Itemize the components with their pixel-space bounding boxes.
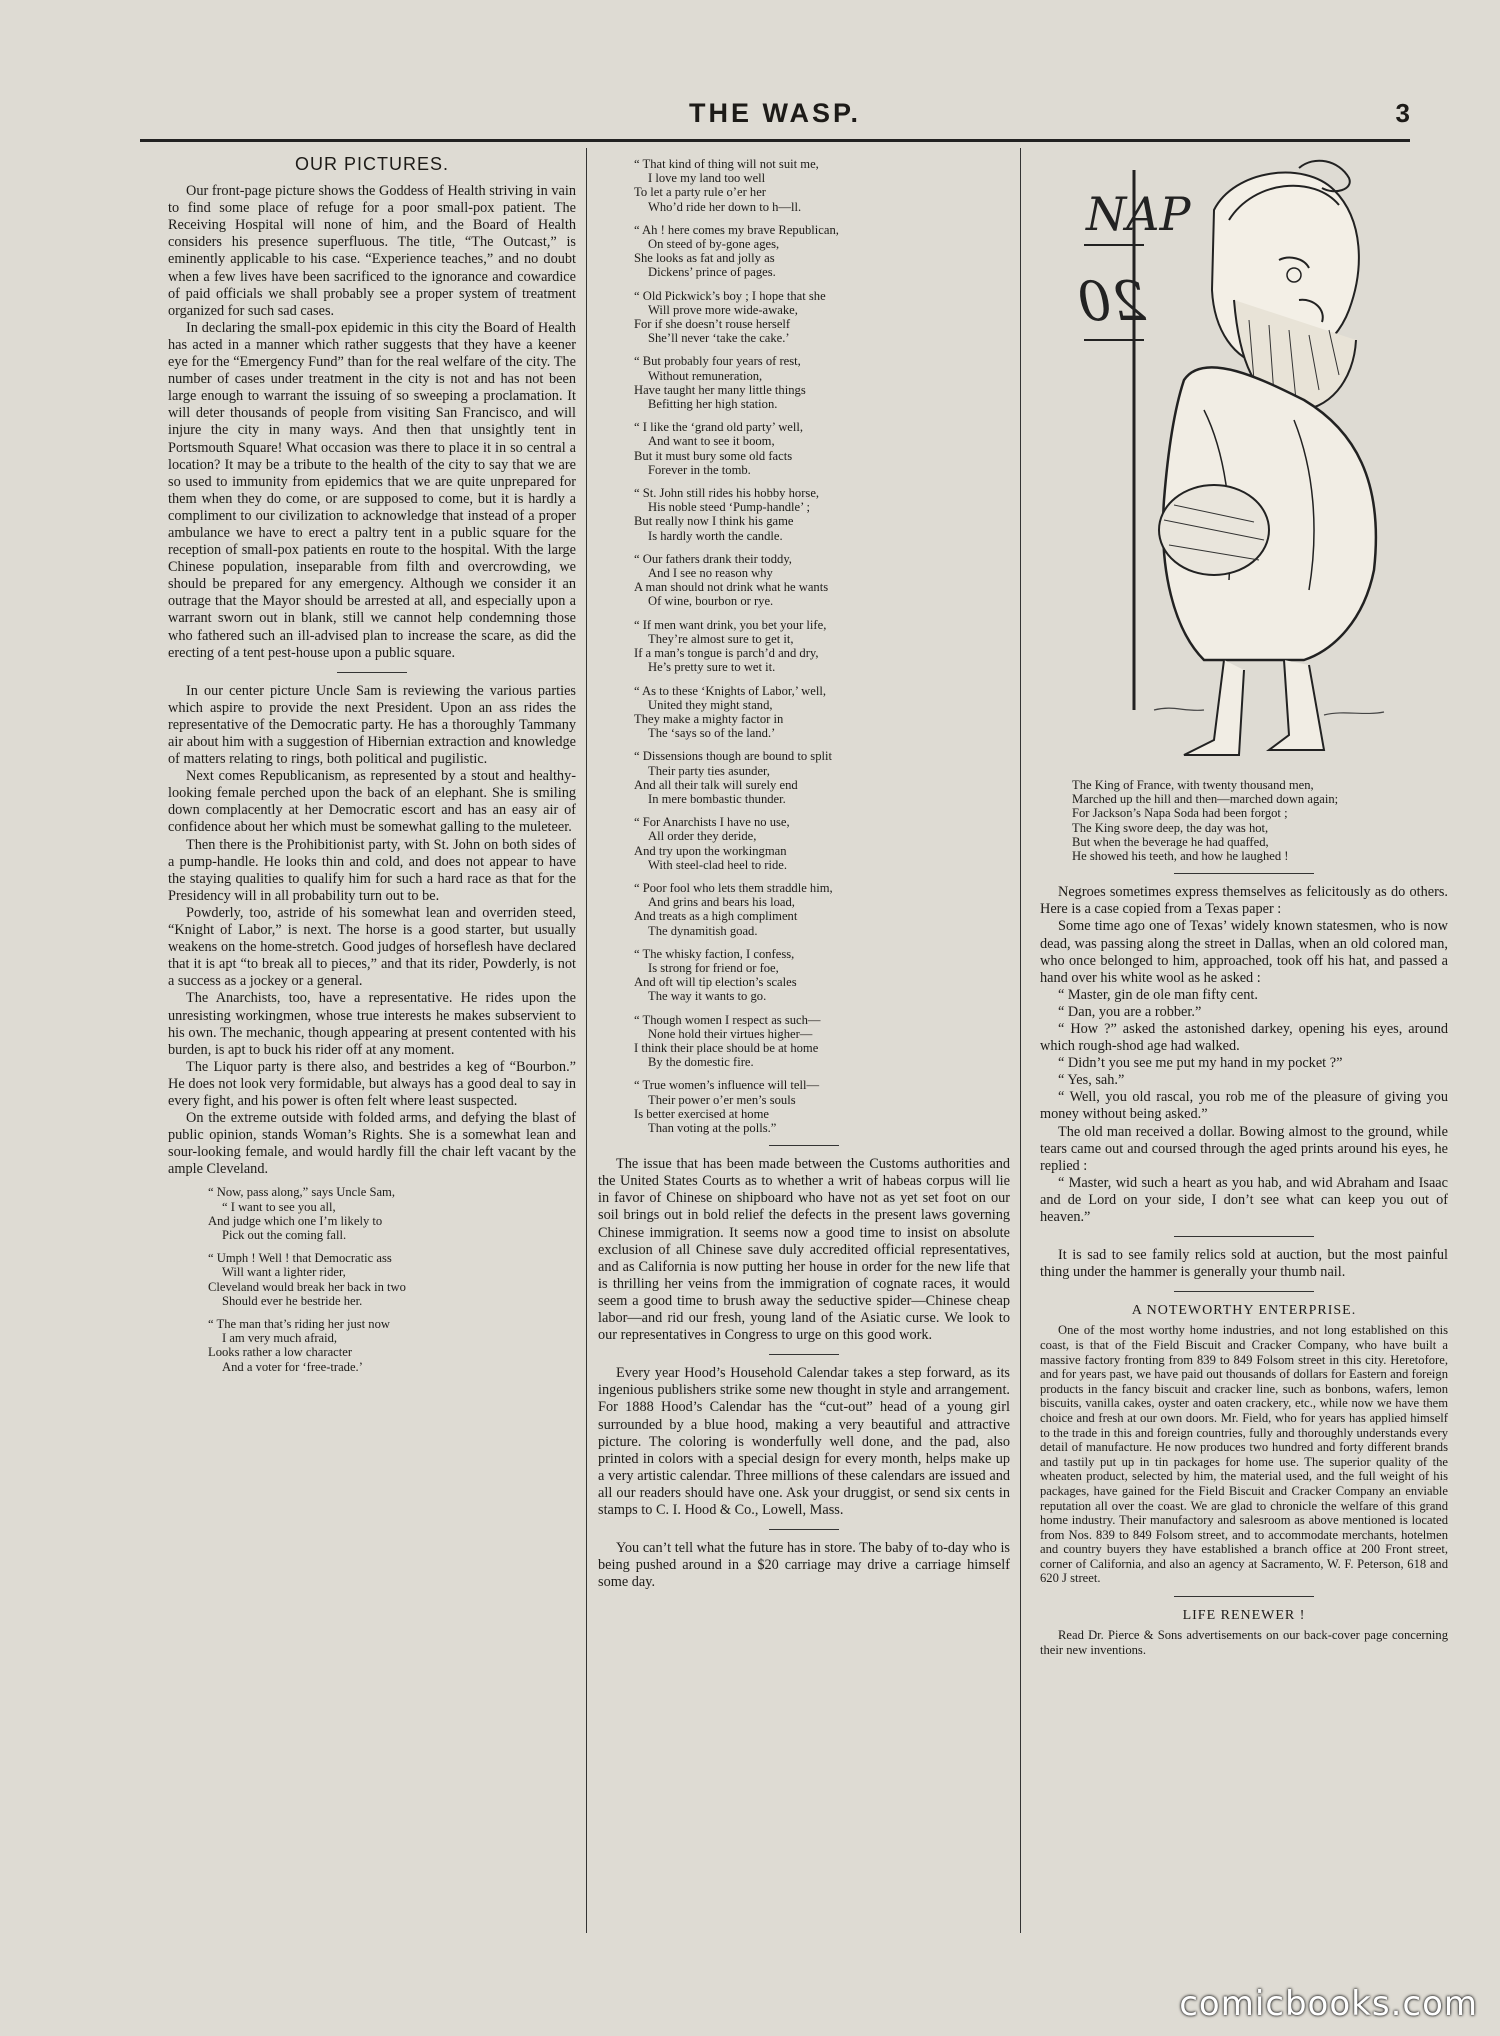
paragraph-customs: The issue that has been made between the Customs authorities and the United States Courts as to whether a writ of habeas corpus will lie in favor of Chinese on shipboard who have not as yet set foot on our soil brings out in bold relief the defects in the present laws governing Chinese immigration. It seems now a good time to insist on absolute exclusion of all Chinese save duly accredited official representatives, and as California is now putting her house in order for the new life that is thrilling her veins from the immigration of cognate races, it would seem a good time to brush away the seductive spider—Chinese cheap labor—and rid our fresh, young land of the Asiatic curse. We look to our representatives in Congress to urge on this good work.: [598, 1156, 1010, 1344]
poem-line: I think their place should be at home: [634, 1040, 819, 1055]
caption-line: He showed his teeth, and how he laughed !: [1072, 849, 1289, 864]
poem-line: The ‘says so of the land.’: [648, 726, 776, 741]
paragraph: Our front-page picture shows the Goddess of Health striving in vain to find some place of refuge for a poor small-pox patient. The Receiving Hospital will none of him, and the Board of Health considers his presence superfluous. The title, “The Outcast,” is eminently applicable to his case. “Experience teaches,” and no doubt when a few lives have been sacrificed to the ignorance and cowardice of paid officials we shall probably see a proper system of treatment organized for such sad cases.: [168, 183, 576, 319]
poem-line: “ As to these ‘Knights of Labor,’ well,: [634, 683, 826, 698]
section-separator: [769, 1354, 839, 1355]
paragraph: “ How ?” asked the astonished darkey, opening his eyes, around which rough-shod age had walked.: [1040, 1020, 1448, 1055]
stanza: [634, 157, 1010, 214]
poem-line: Will want a lighter rider,: [222, 1265, 346, 1280]
paragraph: In our center picture Uncle Sam is reviewing the various parties which aspire to provide the next President. Upon an ass rides the representative of the Democratic party. He has a thoroughly Tammany air about him with a suggestion of Hibernian extraction and knowledge of matters relating to rings, both political and pugilistic.: [168, 682, 576, 768]
paragraph: Next comes Republicanism, as represented by a stout and healthy-looking female perched upon the back of an elephant. She is smiling down complacently at her Democratic escort and has an easy air of confidence about her which must be somewhat galling to the muleteer.: [168, 768, 576, 836]
stanza: [634, 223, 1010, 280]
poem-line: Cleveland would break her back in two: [208, 1279, 406, 1294]
cartoon-caption: [1072, 778, 1448, 863]
poem-line: If a man’s tongue is parch’d and dry,: [634, 646, 819, 661]
stanza: [634, 881, 1010, 938]
paragraph: Powderly, too, astride of his somewhat lean and overriden steed, “Knight of Labor,” is next. The horse is a good starter, but usually weakens on the home-stretch. Good judges of horseflesh have declared that it is apt “to break all to pieces,” and that its rider, Powderly, is not a success as a jockey or a general.: [168, 904, 576, 990]
poem-line: The way it wants to go.: [648, 989, 767, 1004]
watermark: comicbooks.com: [1179, 1984, 1478, 2024]
stanza: [634, 618, 1010, 675]
stanza: [634, 354, 1010, 411]
poem-line: Have taught her many little things: [634, 382, 806, 397]
poem-line: “ I want to see you all,: [222, 1199, 336, 1214]
poem-line: But it must bury some old facts: [634, 448, 793, 463]
poem-line: Who’d ride her down to h—ll.: [648, 199, 802, 214]
poem-line: “ True women’s influence will tell—: [634, 1078, 820, 1093]
column-3: [1040, 150, 1448, 1930]
poem-line: They make a mighty factor in: [634, 711, 784, 726]
section-separator: [1174, 873, 1314, 874]
stanza: [634, 947, 1010, 1004]
stanza: [634, 684, 1010, 741]
column-divider: [1020, 148, 1021, 1933]
paragraph-relics: It is sad to see family relics sold at auction, but the most painful thing under the hammer is generally your thumb nail.: [1040, 1247, 1448, 1281]
poem-line: “ The man that’s riding her just now: [208, 1317, 390, 1332]
poem-line: She looks as fat and jolly as: [634, 251, 775, 266]
king-cartoon-illustration: [1064, 150, 1424, 770]
poem-line: By the domestic fire.: [648, 1055, 754, 1070]
poem-line: The dynamitish goad.: [648, 923, 758, 938]
poem-continued: [598, 157, 1010, 1135]
paragraph: “ Master, gin de ole man fifty cent.: [1058, 986, 1258, 1003]
poem-line: Is better exercised at home: [634, 1106, 769, 1121]
poem-line: Befitting her high station.: [648, 397, 778, 412]
stanza: [634, 1013, 1010, 1070]
paragraph: “ Master, wid such a heart as you hab, and wid Abraham and Isaac and de Lord on your side, I don’t see what can keep you out of heaven.”: [1040, 1174, 1448, 1225]
masthead-title: THE WASP.: [688, 98, 862, 128]
paragraph: “ Didn’t you see me put my hand in my pocket ?”: [1058, 1055, 1343, 1072]
paragraph-hood-calendar: Every year Hood’s Household Calendar takes a step forward, as its ingenious publishers strike some new thought in style and arrangement. For 1888 Hood’s Calendar has the “cut-out” head of a young girl surrounded by a blue hood, making a very beautiful and attractive picture. The coloring is wonderfully well done, and the pad, also printed in colors with a special design for every month, helps make up a very artistic calendar. Three millions of these calendars are issued and all our readers should have one. Ask your druggist, or send six cents in stamps to C. I. Hood & Co., Lowell, Mass.: [598, 1365, 1010, 1518]
section-separator: [1174, 1291, 1314, 1292]
caption-line: The King swore deep, the day was hot,: [1072, 820, 1269, 835]
paragraph: Then there is the Prohibitionist party, with St. John on both sides of a pump-handle. He looks thin and cold, and does not appear to have the staying qualities to qualify him for such a hard race as that for the Presidency will in all probability turn out to be.: [168, 836, 576, 904]
poem-line: Their party ties asunder,: [648, 763, 770, 778]
poem-line: And grins and bears his load,: [648, 895, 795, 910]
poem: [168, 1185, 576, 1373]
stanza: [634, 486, 1010, 543]
paragraph: “ Dan, you are a robber.”: [1058, 1003, 1202, 1020]
section-separator: [769, 1529, 839, 1530]
poem-line: For if she doesn’t rouse herself: [634, 317, 791, 332]
stanza: [208, 1317, 576, 1374]
paragraph: The Liquor party is there also, and bestrides a keg of “Bourbon.” He does not look very formidable, but always has a good deal to say in every fight, and his power is often felt where least suspected.: [168, 1058, 576, 1109]
heading-life-renewer: LIFE RENEWER !: [1182, 1608, 1306, 1624]
poem-line: And try upon the workingman: [634, 843, 787, 858]
cartoon-sign-text: NAP: [1086, 187, 1191, 241]
section-separator: [337, 672, 407, 673]
poem-line: “ Poor fool who lets them straddle him,: [634, 880, 833, 895]
paragraph: “ Well, you old rascal, you rob me of the pleasure of giving you money without being asked.”: [1040, 1089, 1448, 1123]
cartoon-sign-number: 20: [1077, 270, 1146, 333]
poem-line: Should ever he bestride her.: [222, 1293, 363, 1308]
section-separator: [1174, 1236, 1314, 1237]
poem-line: And want to see it boom,: [648, 434, 775, 449]
caption-line: For Jackson’s Napa Soda had been forgot ;: [1072, 806, 1288, 821]
poem-line: Their power o’er men’s souls: [648, 1092, 796, 1107]
poem-line: Forever in the tomb.: [648, 462, 751, 477]
poem-line: And a voter for ‘free-trade.’: [222, 1359, 363, 1374]
masthead-rule: [140, 139, 1410, 142]
poem-line: And judge which one I’m likely to: [208, 1213, 383, 1228]
poem-line: “ I like the ‘grand old party’ well,: [634, 420, 804, 435]
poem-line: “ Ah ! here comes my brave Republican,: [634, 222, 839, 237]
paragraph-enterprise: One of the most worthy home industries, and not long established on this coast, is that of the Field Biscuit and Cracker Company, who have built a massive factory fronting from 839 to 849 Folsom street in this city. Heretofore, and for years past, we have paid out thousands of dollars for Eastern and foreign products in the fancy biscuit and cracker line, such as bonbons, wafers, lemon biscuits, vanilla cakes, oyster and oaten crackery, etc., while now we have them choice and fresh at our own doors. Mr. Field, who for years has applied himself to the trade in this and foreign countries, fully and thoroughly understands every detail of manufacture. He now produces two hundred and forty different brands and tastily put up in tin packages for home use. The superior quality of the wheaten product, selected by him, the material used, and the full weight of his packages, have gained for the Field Biscuit and Cracker Company an enviable reputation all over the coast. We are glad to chronicle the welfare of this grand home industry. Their manufactory and salesroom as above mentioned is located from Nos. 839 to 849 Folsom street, and to accommodate merchants, hotelmen and country buyers they have established a branch office at 200 Front street, corner of California, and also an agency at Sacramento, W. F. Peterson, 618 and 620 J street.: [1040, 1323, 1448, 1586]
stanza: [208, 1185, 576, 1242]
poem-line: Than voting at the polls.”: [648, 1120, 777, 1135]
paragraph: Negroes sometimes express themselves as felicitously as do others. Here is a case copied from a Texas paper :: [1040, 884, 1448, 918]
poem-line: I love my land too well: [648, 171, 766, 186]
poem-line: “ Old Pickwick’s boy ; I hope that she: [634, 288, 826, 303]
column-1: [168, 150, 576, 1930]
poem-line: None hold their virtues higher—: [648, 1026, 813, 1041]
poem-line: With steel-clad heel to ride.: [648, 857, 788, 872]
paragraph: “ Yes, sah.”: [1058, 1072, 1125, 1089]
paragraph: On the extreme outside with folded arms, and defying the blast of public opinion, stands Woman’s Rights. She is a somewhat lean and sour-looking female, and would hardly fill the chair left vacant by the ample Cleveland.: [168, 1110, 576, 1178]
stanza: [634, 420, 1010, 477]
poem-line: “ But probably four years of rest,: [634, 354, 801, 369]
stanza: [634, 1078, 1010, 1135]
stanza: [208, 1251, 576, 1308]
poem-line: “ Umph ! Well ! that Democratic ass: [208, 1251, 392, 1266]
stanza: [634, 289, 1010, 346]
poem-line: I am very much afraid,: [222, 1331, 338, 1346]
column-2: [598, 150, 1010, 1930]
stanza: [634, 552, 1010, 609]
poem-line: “ If men want drink, you bet your life,: [634, 617, 827, 632]
poem-line: “ That kind of thing will not suit me,: [634, 157, 819, 171]
poem-line: Dickens’ prince of pages.: [648, 265, 776, 280]
poem-line: “ The whisky faction, I confess,: [634, 946, 795, 961]
poem-line: They’re almost sure to get it,: [648, 631, 794, 646]
poem-line: In mere bombastic thunder.: [648, 791, 786, 806]
section-separator: [769, 1145, 839, 1146]
column-divider: [586, 148, 587, 1933]
poem-line: Will prove more wide-awake,: [648, 302, 798, 317]
poem-line: “ Dissensions though are bound to split: [634, 749, 832, 764]
paragraph: The Anarchists, too, have a representative. He rides upon the unresisting workingmen, whose true interests he makes subservient to his own. The mechanic, though appearing at present contented with his burden, is apt to buck his rider off at any moment.: [168, 990, 576, 1058]
poem-line: And oft will tip election’s scales: [634, 975, 797, 990]
caption-line: Marched up the hill and then—marched down again;: [1072, 792, 1339, 807]
poem-line: She’ll never ‘take the cake.’: [648, 331, 790, 346]
poem-line: His noble steed ‘Pump-handle’ ;: [648, 500, 811, 515]
poem-line: Of wine, bourbon or rye.: [648, 594, 774, 609]
poem-line: “ Now, pass along,” says Uncle Sam,: [208, 1185, 395, 1200]
poem-line: But really now I think his game: [634, 514, 794, 529]
section-separator: [1174, 1596, 1314, 1597]
paragraph: The old man received a dollar. Bowing almost to the ground, while tears came out and coursed through the aged prints around his eyes, he replied :: [1040, 1123, 1448, 1174]
masthead: [140, 98, 1410, 138]
poem-line: And treats as a high compliment: [634, 909, 798, 924]
caption-line: The King of France, with twenty thousand men,: [1072, 778, 1314, 792]
paragraph: In declaring the small-pox epidemic in this city the Board of Health has acted in a manner which rather suggests that they have a keener eye for the “Emergency Fund” than for the real welfare of the city. The number of cases under treatment in the city is not and has not been large enough to warrant the issuing of so sweeping a proclamation. It will deter thousands of people from visiting San Francisco, and will injure the city in many ways. And then that unsightly tent in Portsmouth Square! What occasion was there to place it in so central a location? It may be a tribute to the health of the city to say that we are so used to immunity from epidemics that we are quite unprepared for them when they do come, or are supposed to come, but it is hardly a compliment to our civilization to acknowledge that instead of a proper ambulance we have to erect a paltry tent in a public square for the reception of small-pox patients en route to the hospital. With the large Chinese population, inseparable from filth and overcrowding, we should be prepared for any emergency. Although we consider it an outrage that the Mayor should be arrested at all, and especially upon a warrant sworn out in blank, still we cannot help condemning those who fathered such an ill-advised plan to increase the scare, as did the erecting of a tent pest-house upon a public square.: [168, 319, 576, 661]
poem-line: Is hardly worth the candle.: [648, 528, 783, 543]
poem-line: “ Our fathers drank their toddy,: [634, 551, 792, 566]
poem-line: Looks rather a low character: [208, 1345, 353, 1360]
stanza: [634, 815, 1010, 872]
stanza: [634, 749, 1010, 806]
poem-line: And I see no reason why: [648, 566, 773, 581]
poem-line: “ For Anarchists I have no use,: [634, 815, 790, 830]
paragraph-life-renewer: Read Dr. Pierce & Sons advertisements on our back-cover page concerning their new inventions.: [1040, 1628, 1448, 1657]
paragraph-future: You can’t tell what the future has in store. The baby of to-day who is being pushed around in a $20 carriage may drive a carriage himself some day.: [598, 1540, 1010, 1591]
article-heading-our-pictures: OUR PICTURES.: [294, 154, 449, 174]
poem-line: All order they deride,: [648, 829, 757, 844]
poem-line: Pick out the coming fall.: [222, 1228, 347, 1243]
caption-line: But when the beverage he had quaffed,: [1072, 834, 1269, 849]
poem-line: On steed of by-gone ages,: [648, 237, 780, 252]
poem-line: And all their talk will surely end: [634, 777, 798, 792]
poem-line: Is strong for friend or foe,: [648, 960, 779, 975]
heading-noteworthy-enterprise: A NOTEWORTHY ENTERPRISE.: [1131, 1303, 1357, 1319]
poem-line: To let a party rule o’er her: [634, 185, 766, 200]
poem-line: He’s pretty sure to wet it.: [648, 660, 776, 675]
poem-line: A man should not drink what he wants: [634, 580, 829, 595]
poem-line: Without remuneration,: [648, 368, 763, 383]
page-number: 3: [1395, 98, 1410, 128]
poem-line: United they might stand,: [648, 697, 773, 712]
poem-line: “ Though women I respect as such—: [634, 1012, 821, 1027]
poem-line: “ St. John still rides his hobby horse,: [634, 486, 820, 501]
paragraph: Some time ago one of Texas’ widely known statesmen, who is now dead, was passing along the street in Dallas, when an old colored man, who once belonged to him, approached, took off his hat, and passed a hand over his white wool as he asked :: [1040, 918, 1448, 986]
